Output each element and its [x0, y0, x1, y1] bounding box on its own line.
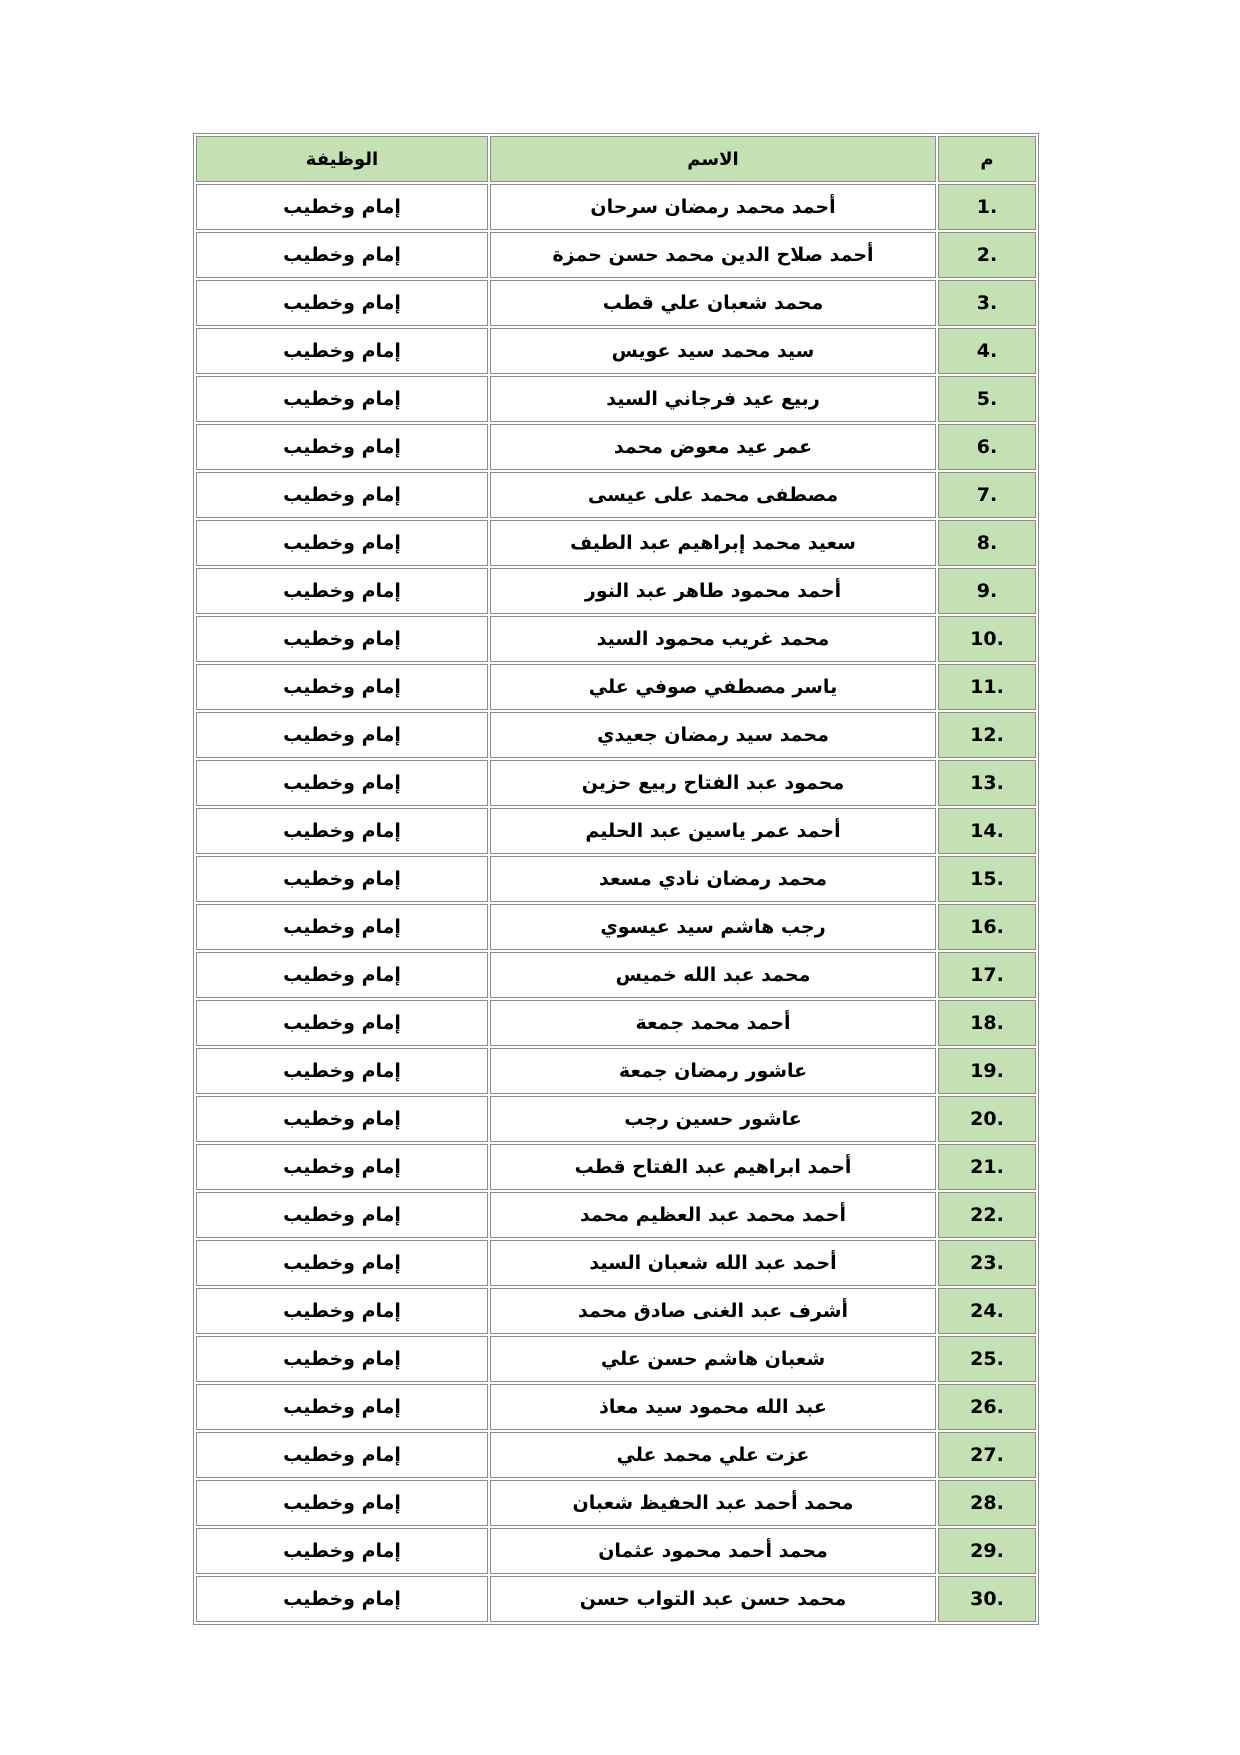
row-job: إمام وخطيب: [196, 424, 488, 470]
row-number: 2.: [938, 232, 1036, 278]
table-row: [196, 424, 1036, 470]
row-job: إمام وخطيب: [196, 808, 488, 854]
row-job: إمام وخطيب: [196, 1096, 488, 1142]
row-number: 19.: [938, 1048, 1036, 1094]
row-name: عزت علي محمد علي: [490, 1432, 936, 1478]
row-job: إمام وخطيب: [196, 1240, 488, 1286]
table-body: [196, 184, 1036, 1622]
table-row: [196, 856, 1036, 902]
row-name: محمد سيد رمضان جعيدي: [490, 712, 936, 758]
row-name: أحمد عبد الله شعبان السيد: [490, 1240, 936, 1286]
table-row: [196, 1432, 1036, 1478]
row-name: عاشور رمضان جمعة: [490, 1048, 936, 1094]
row-job: إمام وخطيب: [196, 712, 488, 758]
table-row: [196, 616, 1036, 662]
row-name: محمد أحمد محمود عثمان: [490, 1528, 936, 1574]
row-number: 22.: [938, 1192, 1036, 1238]
header-name: الاسم: [490, 136, 936, 182]
row-name: أحمد محمد عبد العظيم محمد: [490, 1192, 936, 1238]
row-job: إمام وخطيب: [196, 1384, 488, 1430]
row-name: عاشور حسين رجب: [490, 1096, 936, 1142]
header-number: م: [938, 136, 1036, 182]
row-name: محمد شعبان علي قطب: [490, 280, 936, 326]
table-row: [196, 1576, 1036, 1622]
row-number: 6.: [938, 424, 1036, 470]
row-name: أحمد عمر ياسين عبد الحليم: [490, 808, 936, 854]
table-row: [196, 280, 1036, 326]
row-name: رجب هاشم سيد عيسوي: [490, 904, 936, 950]
table-row: [196, 1192, 1036, 1238]
row-name: أحمد صلاح الدين محمد حسن حمزة: [490, 232, 936, 278]
row-name: أحمد ابراهيم عبد الفتاح قطب: [490, 1144, 936, 1190]
row-job: إمام وخطيب: [196, 1480, 488, 1526]
row-job: إمام وخطيب: [196, 1576, 488, 1622]
table-row: [196, 952, 1036, 998]
row-job: إمام وخطيب: [196, 472, 488, 518]
row-name: شعبان هاشم حسن علي: [490, 1336, 936, 1382]
row-name: أحمد محمد جمعة: [490, 1000, 936, 1046]
row-number: 29.: [938, 1528, 1036, 1574]
row-number: 17.: [938, 952, 1036, 998]
table-row: [196, 712, 1036, 758]
row-number: 28.: [938, 1480, 1036, 1526]
row-number: 18.: [938, 1000, 1036, 1046]
row-number: 21.: [938, 1144, 1036, 1190]
table-row: [196, 184, 1036, 230]
row-name: مصطفى محمد على عيسى: [490, 472, 936, 518]
row-name: ربيع عيد فرجاني السيد: [490, 376, 936, 422]
row-job: إمام وخطيب: [196, 1000, 488, 1046]
row-name: سيد محمد سيد عويس: [490, 328, 936, 374]
row-number: 24.: [938, 1288, 1036, 1334]
table-row: [196, 1336, 1036, 1382]
row-number: 10.: [938, 616, 1036, 662]
row-number: 3.: [938, 280, 1036, 326]
row-number: 5.: [938, 376, 1036, 422]
row-name: محمد غريب محمود السيد: [490, 616, 936, 662]
row-name: أشرف عبد الغنى صادق محمد: [490, 1288, 936, 1334]
row-name: أحمد محمد رمضان سرحان: [490, 184, 936, 230]
table-row: [196, 808, 1036, 854]
row-job: إمام وخطيب: [196, 1144, 488, 1190]
row-job: إمام وخطيب: [196, 1048, 488, 1094]
table-row: [196, 376, 1036, 422]
table-row: [196, 1048, 1036, 1094]
row-number: 23.: [938, 1240, 1036, 1286]
row-number: 7.: [938, 472, 1036, 518]
row-name: أحمد محمود طاهر عبد النور: [490, 568, 936, 614]
row-number: 9.: [938, 568, 1036, 614]
table-row: [196, 328, 1036, 374]
row-job: إمام وخطيب: [196, 904, 488, 950]
row-job: إمام وخطيب: [196, 376, 488, 422]
row-job: إمام وخطيب: [196, 856, 488, 902]
table-row: [196, 1480, 1036, 1526]
table-row: [196, 904, 1036, 950]
table-row: [196, 1240, 1036, 1286]
table-header-row: [196, 136, 1036, 182]
row-number: 11.: [938, 664, 1036, 710]
row-name: محمد رمضان نادي مسعد: [490, 856, 936, 902]
row-job: إمام وخطيب: [196, 616, 488, 662]
table-row: [196, 1000, 1036, 1046]
row-number: 1.: [938, 184, 1036, 230]
row-name: محمود عبد الفتاح ربيع حزين: [490, 760, 936, 806]
header-job: الوظيفة: [196, 136, 488, 182]
row-job: إمام وخطيب: [196, 1528, 488, 1574]
row-name: عمر عيد معوض محمد: [490, 424, 936, 470]
row-number: 15.: [938, 856, 1036, 902]
table-row: [196, 1288, 1036, 1334]
row-number: 16.: [938, 904, 1036, 950]
row-job: إمام وخطيب: [196, 184, 488, 230]
row-number: 13.: [938, 760, 1036, 806]
row-job: إمام وخطيب: [196, 952, 488, 998]
row-number: 14.: [938, 808, 1036, 854]
row-name: محمد أحمد عبد الحفيظ شعبان: [490, 1480, 936, 1526]
table-row: [196, 1144, 1036, 1190]
row-name: محمد عبد الله خميس: [490, 952, 936, 998]
table-row: [196, 1528, 1036, 1574]
row-job: إمام وخطيب: [196, 232, 488, 278]
table-row: [196, 760, 1036, 806]
table-row: [196, 1384, 1036, 1430]
row-job: إمام وخطيب: [196, 280, 488, 326]
row-number: 8.: [938, 520, 1036, 566]
row-number: 26.: [938, 1384, 1036, 1430]
row-name: عبد الله محمود سيد معاذ: [490, 1384, 936, 1430]
row-job: إمام وخطيب: [196, 520, 488, 566]
row-job: إمام وخطيب: [196, 1432, 488, 1478]
row-name: محمد حسن عبد التواب حسن: [490, 1576, 936, 1622]
row-number: 25.: [938, 1336, 1036, 1382]
row-number: 20.: [938, 1096, 1036, 1142]
row-name: سعيد محمد إبراهيم عبد الطيف: [490, 520, 936, 566]
staff-table: [193, 133, 1039, 1625]
row-job: إمام وخطيب: [196, 664, 488, 710]
row-number: 27.: [938, 1432, 1036, 1478]
table-row: [196, 664, 1036, 710]
row-number: 4.: [938, 328, 1036, 374]
row-job: إمام وخطيب: [196, 1288, 488, 1334]
row-number: 12.: [938, 712, 1036, 758]
table-row: [196, 520, 1036, 566]
table-row: [196, 1096, 1036, 1142]
table-row: [196, 232, 1036, 278]
row-job: إمام وخطيب: [196, 328, 488, 374]
table-row: [196, 568, 1036, 614]
row-job: إمام وخطيب: [196, 1192, 488, 1238]
table-row: [196, 472, 1036, 518]
row-job: إمام وخطيب: [196, 568, 488, 614]
row-number: 30.: [938, 1576, 1036, 1622]
row-job: إمام وخطيب: [196, 760, 488, 806]
row-name: ياسر مصطفي صوفي علي: [490, 664, 936, 710]
row-job: إمام وخطيب: [196, 1336, 488, 1382]
